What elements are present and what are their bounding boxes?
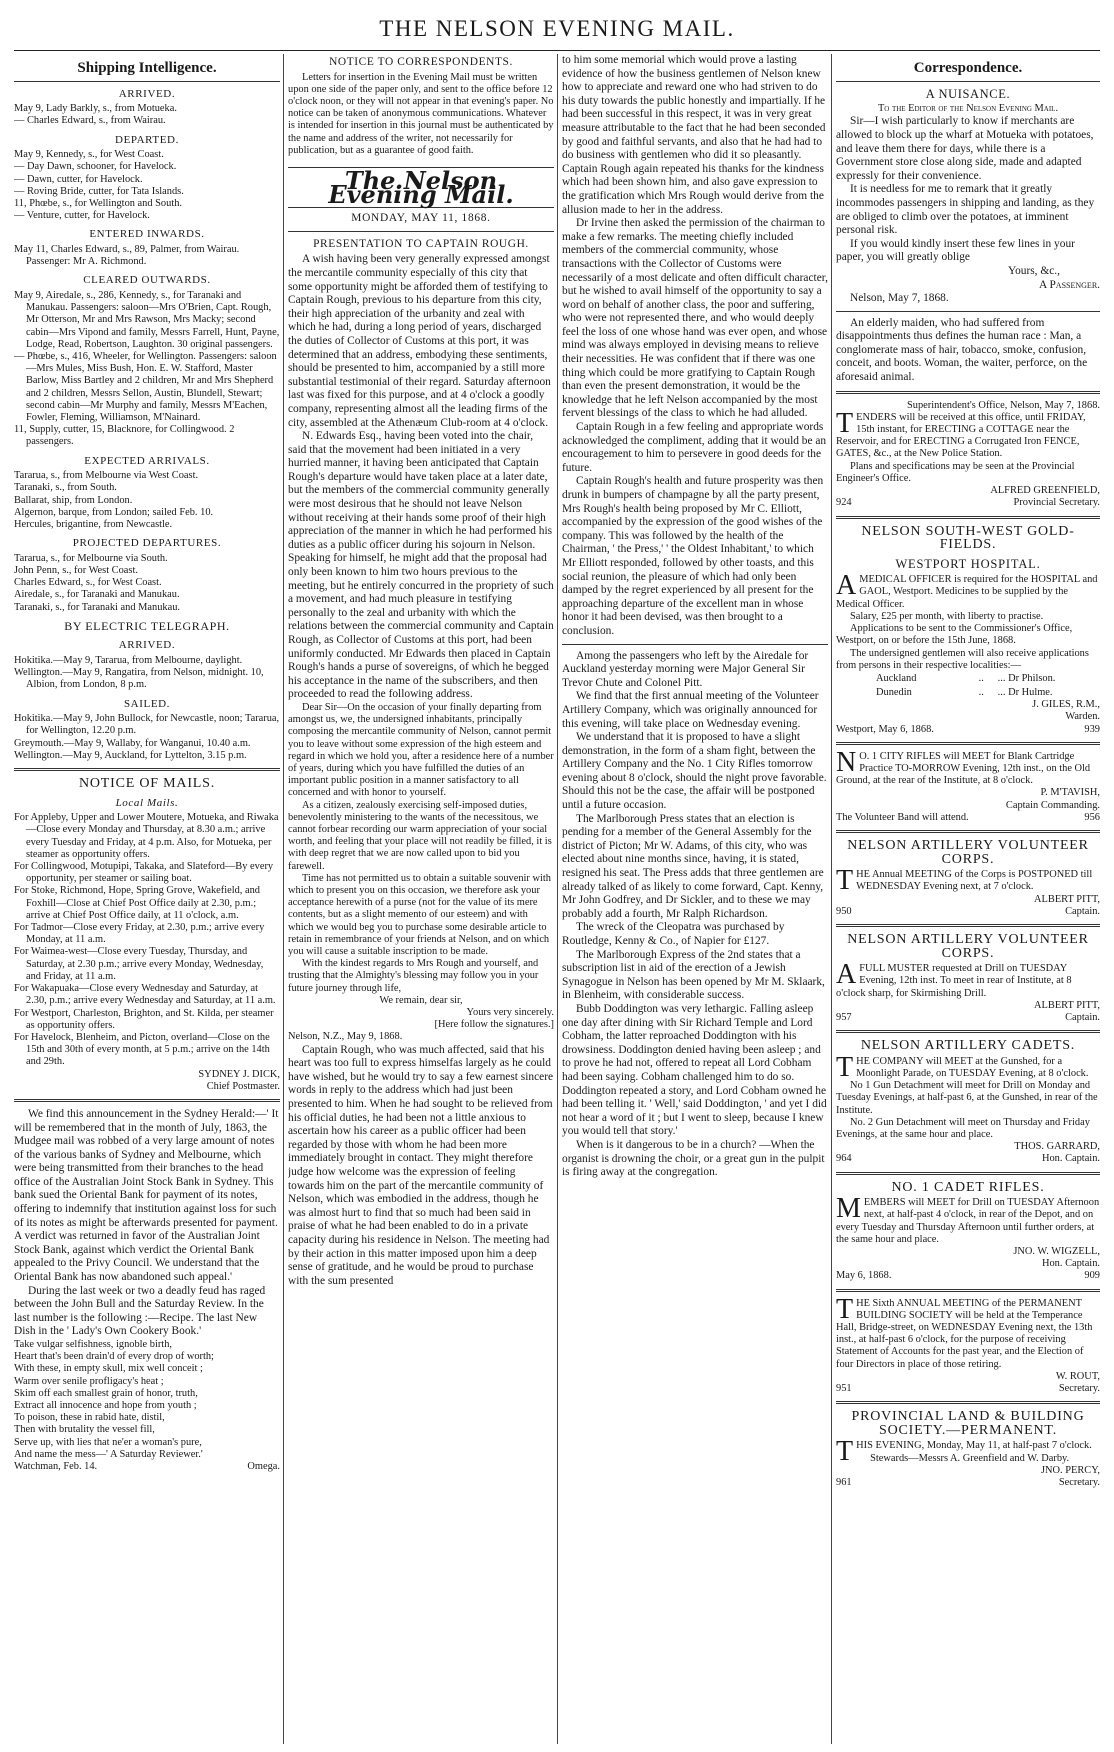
cadets-head: NELSON ARTILLERY CADETS. [860,1038,1076,1054]
list-item: For Stoke, Richmond, Hope, Spring Grove, Wakefield, and Foxhill—Close at Chief Post Office daily at 2.30, p.m.; arrive at Chief Post Office daily, at 11 o'clock, a.m. [14,885,261,921]
list-item: For Waimea-west—Close every Tuesday, Thursday, and Saturday, at 2.30 p.m.; arrive every Monday, Wednesday, and Friday, at 11 a.m. [14,946,264,982]
news-item: Bubb Doddington was very lethargic. Falling asleep one day after dining with Sir Richard Temple and Lord Cobham, the latter reproached Doddington with his drowsiness. Doddington denied having been asleep ; and to prove he had not, offered to repeat all Lord Cobham had been saying. Cobham challenged him to do so. Doddington repeated a story, and Lord Cobham owned he had been telling it. ' Well,' said Doddington, ' and yet I did not hear a word of it ; but I went to sleep, because I knew you would tell that story.' [562,1002,827,1138]
issue-date: MONDAY, MAY 11, 1868. [351,212,491,225]
tender-signature: ALFRED GREENFIELD, [990,485,1100,497]
verse-line: Take vulgar selfishness, ignoble birth, [14,1339,172,1351]
divider [288,231,554,232]
land-society-footer [836,1477,1100,1489]
list-item: For Tadmor—Close every Friday, at 2.30, p.m.; arrive every Monday, at 11 a.m. [14,922,265,946]
tel-arrived-head: ARRIVED. [118,639,176,652]
to-editor: To the Editor of the Nelson Evening Mail. [877,103,1059,115]
ad-date: Westport, May 6, 1868. [836,723,934,735]
notice-text: Letters for insertion in the Evening Mail must be written upon one side of the paper only, and sent to the office before 12 o'clock noon, or they will not appear in that evening's paper. No notice can be taken of anonymous communications. Whatever is intended for insertion in this journal must be authenticated by the name and address of the writer, not necessarily for publication, but as a guarantee of good faith. [288,71,554,156]
letter-paragraph: If you would kindly insert these few lines in your paper, you will greatly oblige [836,237,1075,264]
address-closing: We remain, dear sir, [379,994,463,1006]
inwards-item: May 11, Charles Edward, s., 89, Palmer, from Wairau. Passenger: Mr A. Richmond. [14,244,240,268]
cadet-rifles-footer [836,1270,1100,1282]
list-item: For Appleby, Upper and Lower Moutere, Motueka, and Riwaka—Close every Monday and Thursday, at 8.30 a.m.; arrive every Tuesday and Friday, at 4 p.m. Also, for Motueka, per steamer as opportunity offers. [14,812,279,860]
table-cell: Dunedin [876,686,912,698]
artillery-footer [836,1012,1100,1024]
building-society-footer [836,1383,1100,1395]
hospital-text: Salary, £25 per month, with liberty to practise. [850,610,1044,622]
nuisance-head: A NUISANCE. [925,86,1011,101]
ad-number: 961 [836,1476,852,1488]
notice-head: NOTICE TO CORRESPONDENTS. [329,56,513,68]
list-item: Greymouth.—May 9, Wallaby, for Wanganui, 10.40 a.m. [14,737,251,749]
hospital-text: AMEDICAL OFFICER is required for the HOSPITAL and GAOL, Westport. Medicines to be supplied by the Medical Officer. [836,570,1098,610]
column-divider [557,54,558,1744]
news-item: We find that the first annual meeting of the Volunteer Artillery Company, which was originally announced for this evening, will take place on Wednesday evening. [562,690,819,730]
city-rifles-text: NO. 1 CITY RIFLES will MEET for Blank Cartridge Practice TO-MORROW Evening, 12th inst., on the Old Ground, at the rear of the Institute, at 8 o'clock. [836,746,1091,787]
article-paragraph: Captain Rough, who was much affected, said that his heart was too full to express himselfas largely as he could have wished, but he would try to say a few earnest sincere words in reply to the address which had just been presented to him. When he had sought to be relieved from his official duties, he had been not a little anxious to ascertain how his career as a public officer had been regarded by those with whom he had been more immediately brought in contact. They might therefore judge how welcome was the expression of feeling towards him on the part of the mercantile community of Nelson, which was embodied in the address, though he was almost hurt to find that so much had been said in praise of what he had been enabled to do in a private capacity during his residence in Nelson. The meeting had by their action in this matter imposed upon him a deep sense of gratitude, and he would be proud to purchase with the sum presented [288,1043,554,1287]
article-paragraph: Captain Rough in a few feeling and appropriate words acknowledged the compliment, adding that it would be an encouragement to him to persevere in good deeds for the future. [562,421,827,474]
divider [562,644,828,645]
hospital-head: WESTPORT HOSPITAL. [895,556,1041,571]
divider [836,391,1100,394]
list-item: For Havelock, Blenheim, and Picton, overland—Close on the 15th and 30th of every month, at 5 p.m.; arrive on the 14th and 29th. [14,1031,270,1068]
article-paragraph: A wish having been very generally expressed amongst the mercantile community especially of this city that some opportunity might be afforded them of testifying to Captain Rough, previous to his departure from this city, their high appreciation of the urbanity and zeal with which he had, during a long period of years, discharged the duties of Collector of Customs at this port, it was determined that an address, embodying these sentiments, should be presented to him, accompanied by a still more substantial testimonial of their regard. Saturday afternoon last was fixed for this purpose, and at 4 o'clock a goodly company, representing almost all the leading firms of the city, assembled at the Athenæum Club-room at 4 o'clock. [288,253,551,429]
verse-line: Warm over senile profligacy's heat ; [14,1375,164,1387]
cadets-text: No 1 Gun Detachment will meet for Drill on Monday and Tuesday Evenings, at half-past 6, at the Gunshed, in rear of the Institute. [836,1080,1098,1116]
table-cell: Auckland [876,672,917,684]
list-item: For Westport, Charleston, Brighton, and St. Kilda, per steamer as opportunity offers. [14,1007,274,1031]
expected-head: EXPECTED ARRIVALS. [84,454,210,467]
verse-line: Then with brutality the vessel fill, [14,1424,155,1436]
arrived-head: ARRIVED. [118,87,176,100]
city-rifles-footer [836,812,1100,824]
hospital-footer [836,724,1100,736]
building-society-signature: W. ROUT, [1055,1370,1100,1382]
ad-number: 909 [1084,1270,1100,1282]
list-item: Algernon, barque, from London; sailed Feb. 10. [14,506,214,518]
address-paragraph: As a citizen, zealously exercising self-imposed duties, benevolently ministering to the wants of the necessitous, we cannot forbear recording our warm appreciation of your social worth, and feeling that your place will not readily be filled, it is with deep regret that we are now called upon to bid you farewell. [288,799,552,872]
mails-head: NOTICE OF MAILS. [78,776,216,792]
letter-date: Nelson, May 7, 1868. [850,292,949,305]
artillery-signature-title: Captain. [1065,1011,1100,1023]
correspondence-title: Correspondence. [913,60,1023,76]
list-item: 11, Supply, cutter, 15, Blacknore, for Collingwood. 2 passengers. [14,424,235,448]
news-item: When is it dangerous to be in a church? —When the organist is drowning the choir, or a great gun in the pulpit is firing away at the congregation. [562,1138,825,1179]
divider [836,1401,1100,1404]
table-row [836,686,1100,700]
table-row [836,672,1100,686]
column-3 [562,54,828,1744]
building-society-text: THE Sixth ANNUAL MEETING of the PERMANENT BUILDING SOCIETY will be held at the Temperance Hall, Bridge-street, on WEDNESDAY Evening next, the 13th inst., at half-past 6 o'clock, for the purpose of receiving Statement of Accounts for the past year, and the Election of four Directors in place of those retiring. [836,1293,1093,1370]
address-paragraph: Dear Sir—On the occasion of your finally departing from amongst us, we, the undersigned inhabitants, principally composing the mercantile community of Nelson, cannot permit you to leave without some expression of the high esteem and regard in which we hold you, after a residence here of a number of years, during which you have fulfilled the duties of an important public position in a manner satisfactory to all concerned and with honor to yourself. [288,701,554,799]
list-item: May 9, Airedale, s., 286, Kennedy, s., for Taranaki and Manukau. Passengers: saloon—Mrs O'Brien, Capt. Rough, Mr Otterson, Mr and Mrs Rawson, Mrs Macky; second cabin—Mrs Vipond and family, Messrs Farrell, Hunt, Payne, Lodge, Read, Robertson, Laughton. 30 original passengers. [14,290,280,350]
divider [836,742,1100,745]
news-item: Among the passengers who left by the Airedale for Auckland yesterday morning were Major General Sir Trevor Chute and Colonel Pitt. [562,649,809,689]
list-item: Hokitika.—May 9, Tararua, from Melbourne, daylight. [14,655,243,667]
letter-paragraph: Sir—I wish particularly to know if merchants are allowed to block up the wharf at Motueka with potatoes, and leave them there for days, while there is a Government store close along side, made and adapted expressly for their convenience. [836,115,1094,182]
list-item: May 9, Kennedy, s., for West Coast. [14,149,164,161]
divider [836,516,1100,519]
land-society-text: THIS EVENING, Monday, May 11, at half-past 7 o'clock. [836,1436,1092,1468]
divider [836,924,1100,927]
departed-list [14,149,280,222]
ad-date: May 6, 1868. [836,1270,892,1282]
arrived-list [14,103,280,127]
list-item: Wellington.—May 9, Auckland, for Lyttelton, 3.15 p.m. [14,749,247,761]
newspaper-flag: The Nelson Evening Mail. [288,167,554,208]
mails-sub: Local Mails. [115,796,179,809]
artillery-signature-title: Captain. [1065,905,1100,917]
divider [836,81,1100,82]
news-item: The wreck of the Cleopatra was purchased by Routledge, Kenny & Co., of Napier for £127. [562,921,785,947]
news-item: The Marlborough Express of the 2nd states that a subscription list in aid of the erection of a Jewish Synagogue in Nelson has been opened by Mr M. Sklaark, in Blenheim, with considerable success. [562,948,825,1002]
ad-number: 950 [836,905,852,917]
tender-office: Superintendent's Office, Nelson, May 7, 1868. [906,399,1100,411]
verse-line: Heart that's been drain'd of every drop of worth; [14,1351,214,1363]
divider [836,1289,1100,1292]
list-item: — Charles Edward, s., from Wairau. [14,115,166,127]
divider [836,830,1100,833]
hospital-signature-title: Warden. [1065,711,1100,723]
cadet-rifles-text: MEMBERS will MEET for Drill on TUESDAY Afternoon next, at half-past 4 o'clock, in rear of the Depot, and on every Tuesday and Thursday Afternoon until further orders, at the same hour and place. [836,1193,1100,1245]
article-paragraph: to him some memorial which would prove a lasting evidence of how the business gentlemen of Nelson knew how to appreciate and reward one who had striven to do his duty towards the public honestly and impartially. If he had been successful in this respect, it was in very great measure attributable to the fact that he had been seconded by good and faithful servants, and also that he had had to do business with gentlemen who did it so pleasantly. Captain Rough again repeated his thanks for the kindness which had been shown him, and also gave expression to the gratification which Mrs Rough would derive from the allusion made to her in the address. [562,54,826,216]
artillery-signature: ALBERT PITT, [1034,893,1100,905]
land-society-text: Stewards—Messrs A. Greenfield and W. Darby. [870,1452,1070,1464]
mails-signature: SYDNEY J. DICK, [198,1068,280,1080]
building-society-signature-title: Secretary. [1058,1382,1100,1394]
verse-line: Skim off each smallest grain of honor, truth, [14,1387,198,1399]
ad-number: 939 [1084,723,1100,735]
artillery-signature: ALBERT PITT, [1034,999,1100,1011]
masthead-title: THE NELSON EVENING MAIL. [379,16,735,41]
telegraph-sailed-list [14,713,280,762]
outwards-list [14,290,280,449]
cadet-rifles-head: NO. 1 CADET RIFLES. [891,1179,1045,1195]
city-rifles-signature: P. M'TAVISH, [1040,787,1100,799]
artillery-footer [836,906,1100,918]
list-item: Tararua, s., from Melbourne via West Coast. [14,470,199,482]
list-item: Tararua, s., for Melbourne via South. [14,552,168,564]
article-head: PRESENTATION TO CAPTAIN ROUGH. [313,237,529,250]
list-item: — Roving Bride, cutter, for Tata Islands. [14,185,184,197]
hospital-text: The undersigned gentlemen will also receive applications from persons in their respective localities:— [836,647,1089,671]
list-item: Hercules, brigantine, from Newcastle. [14,519,173,531]
address-closing: Yours very sincerely. [466,1007,554,1019]
address-signatures: [Here follow the signatures.] [434,1019,554,1031]
divider [836,1030,1100,1033]
cadets-signature: THOS. GARRARD, [1014,1141,1100,1153]
table-cell: ... Dr Philson. [997,672,1056,684]
list-item: 11, Phœbe, s., for Wellington and South. [14,198,183,209]
list-item: Ballarat, ship, from London. [14,494,133,506]
maiden-item: An elderly maiden, who had suffered from disappointments thus defines the human race : Man, a conglomerate mass of hair, tobacco, smoke, confusion, conceit, and boots. Woman, the waiter, perforce, on the aforesaid animal. [836,316,1088,384]
address-paragraph: With the kindest regards to Mrs Rough and yourself, and trusting that the Almighty's blessing may follow you in your future journey through life, [288,958,539,994]
ad-number: 964 [836,1153,852,1165]
table-cell: .. [978,672,984,684]
tel-sailed-head: SAILED. [123,697,171,710]
divider [14,768,280,771]
column-divider [831,54,832,1744]
outwards-head: CLEARED OUTWARDS. [83,274,211,287]
list-item: May 9, Lady Barkly, s., from Motueka. [14,103,177,115]
top-rule [14,50,1100,51]
article-paragraph: Dr Irvine then asked the permission of the chairman to make a few remarks. The meeting chiefly included members of the commercial community, whose transactions with the Collector of Customs were necessarily of a most delicate and often difficult character, but he wished to avail himself of the opportunity to say a word on behalf of another class, the poor and suffering, who were not represented there, and who would deeply feel the loss of one whose hand was ever open, and whose mind was always employed in devising means to relieve their necessities. He was confident that if there was one thing which could be more gratifying to Captain Rough than even the present demonstration, it would be the knowledge that he left Nelson accompanied by the most fervent blessings of the class to which he had alluded. [562,217,828,420]
verse-line: To poison, these in rabid hate, distil, [14,1412,165,1424]
column-2 [288,54,554,1744]
telegraph-head: BY ELECTRIC TELEGRAPH. [64,618,230,633]
list-item: John Penn, s., for West Coast. [14,565,138,577]
projected-head: PROJECTED DEPARTURES. [72,537,222,550]
feud-item: During the last week or two a deadly feud has raged between the John Bull and the Saturday Review. In the last number is the following :—Recipe. The last New Dish in the ' Lady's Own Cookery Book.' [14,1284,266,1338]
tender-signature-title: Provincial Secretary. [1013,497,1100,509]
band-note: The Volunteer Band will attend. [836,811,969,823]
bank-item: We find this announcement in the Sydney Herald:—' It will be remembered that in the month of July, 1863, the Mudgee mail was robbed of a very large amount of notes of the various banks of Sydney and Melbourne, which were being transmitted from their branches to the head office of the Australian Joint Stock Bank in Sydney. This bank sued the Oriental Bank for payment of its notes, offering to indemnify that institution against loss for such of its notes as might be afterwards presented for payment. A verdict was returned in favor of the Australian Joint Stock Bank, against which verdict the Oriental Bank appealed to the Privy Council. We understand that the Oriental Bank has now abandoned such appeal.' [14,1107,279,1284]
goldfields-head: NELSON SOUTH-WEST GOLD-FIELDS. [861,523,1075,553]
list-item: — Dawn, cutter, for Havelock. [14,173,143,185]
list-item: Taranaki, s., from South. [14,482,117,494]
land-society-signature-title: Secretary. [1058,1476,1100,1488]
tender-text: Plans and specifications may be seen at the Provincial Engineer's Office. [836,460,1075,484]
article-paragraph: N. Edwards Esq., having been voted into the chair, said that the movement had been initiated in a very hurried manner, it having been anticipated that Captain Rough's departure would have taken place at a later date, but the members of the commercial community generally were most desirous that he should not leave Nelson without receiving at their hands some proof of their high appreciation of the manner in which he had performed his duties as a public officer during his sojourn in Nelson. Speaking for himself, he might add that the proposal had only been known to him two hours previous to the meeting, but he entirely concurred in the propriety of such a movement, and had much pleasure in testifying personally to the zeal and urbanity with which the relations between the commercial community and Captain Rough, as Collector of Customs at this port, had been uniformly conducted. Mr Edwards then placed in Captain Rough's hands a purse of sovereigns, of which he begged his acceptance in the name of the subscribers, and then proceeded to read the following address. [288,430,554,701]
list-item: Hokitika.—May 9, John Bullock, for Newcastle, noon; Tararua, for Wellington, 12.20 p.m. [14,713,280,737]
cadets-footer [836,1153,1100,1165]
ad-number: 924 [836,497,852,509]
article-paragraph: Captain Rough's health and future prosperity was then drunk in bumpers of champagne by all the party present, Mrs Rough's health being proposed by Mr C. Elliott, accompanied by the expression of the good wishes of the company. This was followed by the health of the Chairman, ' the Press,' ' the Oldest Inhabitant,' to which Mr Elliott responded, followed by other toasts, and this social reunion, the pleasure of which had only been damped by the regret experienced by all present for the approaching departure of the excellent man in whose honor it had been devised, was then brought to a conclusion. [562,475,824,637]
recipe-verse [14,1339,280,1461]
ad-number: 957 [836,1011,852,1023]
verse-signature [14,1461,280,1473]
divider [836,311,1100,312]
masthead [0,0,1114,48]
list-item: For Collingwood, Motupipi, Takaka, and Slateford—By every opportunity, per steamer or sailing boat. [14,861,274,885]
artillery-text: AFULL MUSTER requested at Drill on TUESDAY Evening, 12th inst. To meet in rear of Institute, at 8 o'clock sharp, for Skirmishing Drill. [836,959,1072,999]
address-paragraph: Time has not permitted us to obtain a suitable souvenir with which to present you on this occasion, we therefore ask your acceptance herewith of a purse (not for the value of its mere contents, but as a slight memento of our esteem) and with which we would beg you to purchase some desirable article to retain in remembrance of your friends at Nelson, and on which you will cause a suitable inscription to be made. [288,872,551,958]
artillery-head: NELSON ARTILLERY VOLUNTEER CORPS. [847,837,1089,867]
cadets-text: No. 2 Gun Detachment will meet on Thursday and Friday Evenings, at the same hour and place. [836,1116,1090,1140]
list-item: Charles Edward, s., for West Coast. [14,577,162,589]
divider [14,81,280,82]
divider [836,1172,1100,1175]
mails-list [14,812,280,1068]
list-item: For Wakapuaka—Close every Wednesday and Saturday, at 2.30, p.m.; arrive every Wednesday and Saturday, at 11 a.m. [14,983,276,1007]
news-item: We understand that it is proposed to have a slight demonstration, in the form of a sham fight, between the Artillery Company and the No. 1 City Rifles tomorrow evening about 8 o'clock, should the night prove favorable. Should this not be the case, the affair will be postponed until a future occasion. [562,731,827,812]
news-item: The Marlborough Press states that an election is pending for a member of the General Assembly for the district of Picton; Mr W. Adams, of this city, who was elected about nine months since, having, it is stated, resigned his seat. The Press adds that three gentlemen are already talked of as likely to come forward, Capt. Kenny, Mr John Godfrey, and Dr Sickler, and to these we may probably add a fourth, Mr Ralph Richardson. [562,812,824,920]
hospital-text: Applications to be sent to the Commissioner's Office, Westport, on or before the 15th June, 1868. [836,623,1073,647]
list-item: Airedale, s., for Taranaki and Manukau. [14,589,180,601]
column-divider [283,54,284,1744]
letter-paragraph: It is needless for me to remark that it greatly incommodes passengers in shipping and landing, as they are obliged to climb over the potatoes, at imminent personal risk. [836,183,1095,237]
inwards-head: ENTERED INWARDS. [89,228,205,241]
cadet-rifles-signature-title: Hon. Captain. [1041,1258,1100,1270]
tender-text: TENDERS will be received at this office, until FRIDAY, 15th instant, for ERECTING a COTTAGE near the Reservoir, and for ERECTING a Corrugated Iron FENCE, GATES, &c., at the New Police Station. [836,407,1086,460]
table-cell: .. [978,686,984,698]
verse-source: Watchman, Feb. 14. [14,1461,98,1473]
address-date: Nelson, N.Z., May 9, 1868. [288,1031,403,1043]
hospital-signature: J. GILES, R.M., [1032,699,1100,711]
telegraph-arrived-list [14,655,280,692]
artillery-head: NELSON ARTILLERY VOLUNTEER CORPS. [847,931,1089,961]
verse-line: Extract all innocence and hope from youth ; [14,1400,197,1412]
list-item: — Day Dawn, schooner, for Havelock. [14,161,177,173]
cadets-text: THE COMPANY will MEET at the Gunshed, for a Moonlight Parade, on TUESDAY Evening, at 8 o'clock. [836,1051,1089,1083]
verse-line: And name the mess—' A Saturday Reviewer.' [14,1448,203,1460]
table-cell: ... Dr Hulme. [997,686,1053,698]
mails-signature-title: Chief Postmaster. [206,1080,280,1092]
land-society-head: PROVINCIAL LAND & BUILDING SOCIETY.—PERMANENT. [851,1409,1085,1438]
column-1 [14,54,280,1744]
letter-signature: A Passenger. [1039,278,1100,291]
list-item: Taranaki, s., for Taranaki and Manukau. [14,601,180,613]
city-rifles-signature-title: Captain Commanding. [1005,799,1100,811]
shipping-title: Shipping Intelligence. [77,60,217,76]
land-society-signature: JNO. PERCY, [1041,1464,1100,1476]
verse-author: Omega. [247,1461,280,1473]
hospital-table [836,672,1100,699]
list-item: — Venture, cutter, for Havelock. [14,210,150,222]
list-item: — Phœbe, s., 416, Wheeler, for Wellington. Passengers: saloon—Mrs Mules, Miss Bush, Hon. E. W. Stafford, Master Barlow, Miss Bartley and 2 children, Mr and Mrs Shepherd and 2 children, Messrs Sellon, Austin, Blundell, Stewart; second cabin—Mr Murphy and family, Messrs M'Eachen, Fowler, Fleming, Williamson, M'Nainard. [14,351,277,424]
ad-number: 956 [1084,811,1100,823]
projected-list [14,553,280,614]
artillery-text: THE Annual MEETING of the Corps is POSTPONED till WEDNESDAY Evening next, at 7 o'clock. [836,865,1093,897]
expected-list [14,470,280,531]
verse-line: Serve up, with lies that ne'er a woman's pure, [14,1436,202,1448]
ad-number: 951 [836,1382,852,1394]
divider [14,1099,280,1102]
letter-closing: Yours, &c., [1007,264,1060,277]
departed-head: DEPARTED. [115,133,179,146]
cadets-signature-title: Hon. Captain. [1041,1153,1100,1165]
cadet-rifles-signature: JNO. W. WIGZELL, [1013,1245,1100,1257]
verse-line: With these, in empty skull, mix well conceit ; [14,1363,203,1375]
column-4 [836,54,1100,1744]
list-item: Wellington.—May 9, Rangatira, from Nelson, midnight. 10, Albion, from London, 8 p.m. [14,667,264,691]
tender-footer [836,497,1100,509]
